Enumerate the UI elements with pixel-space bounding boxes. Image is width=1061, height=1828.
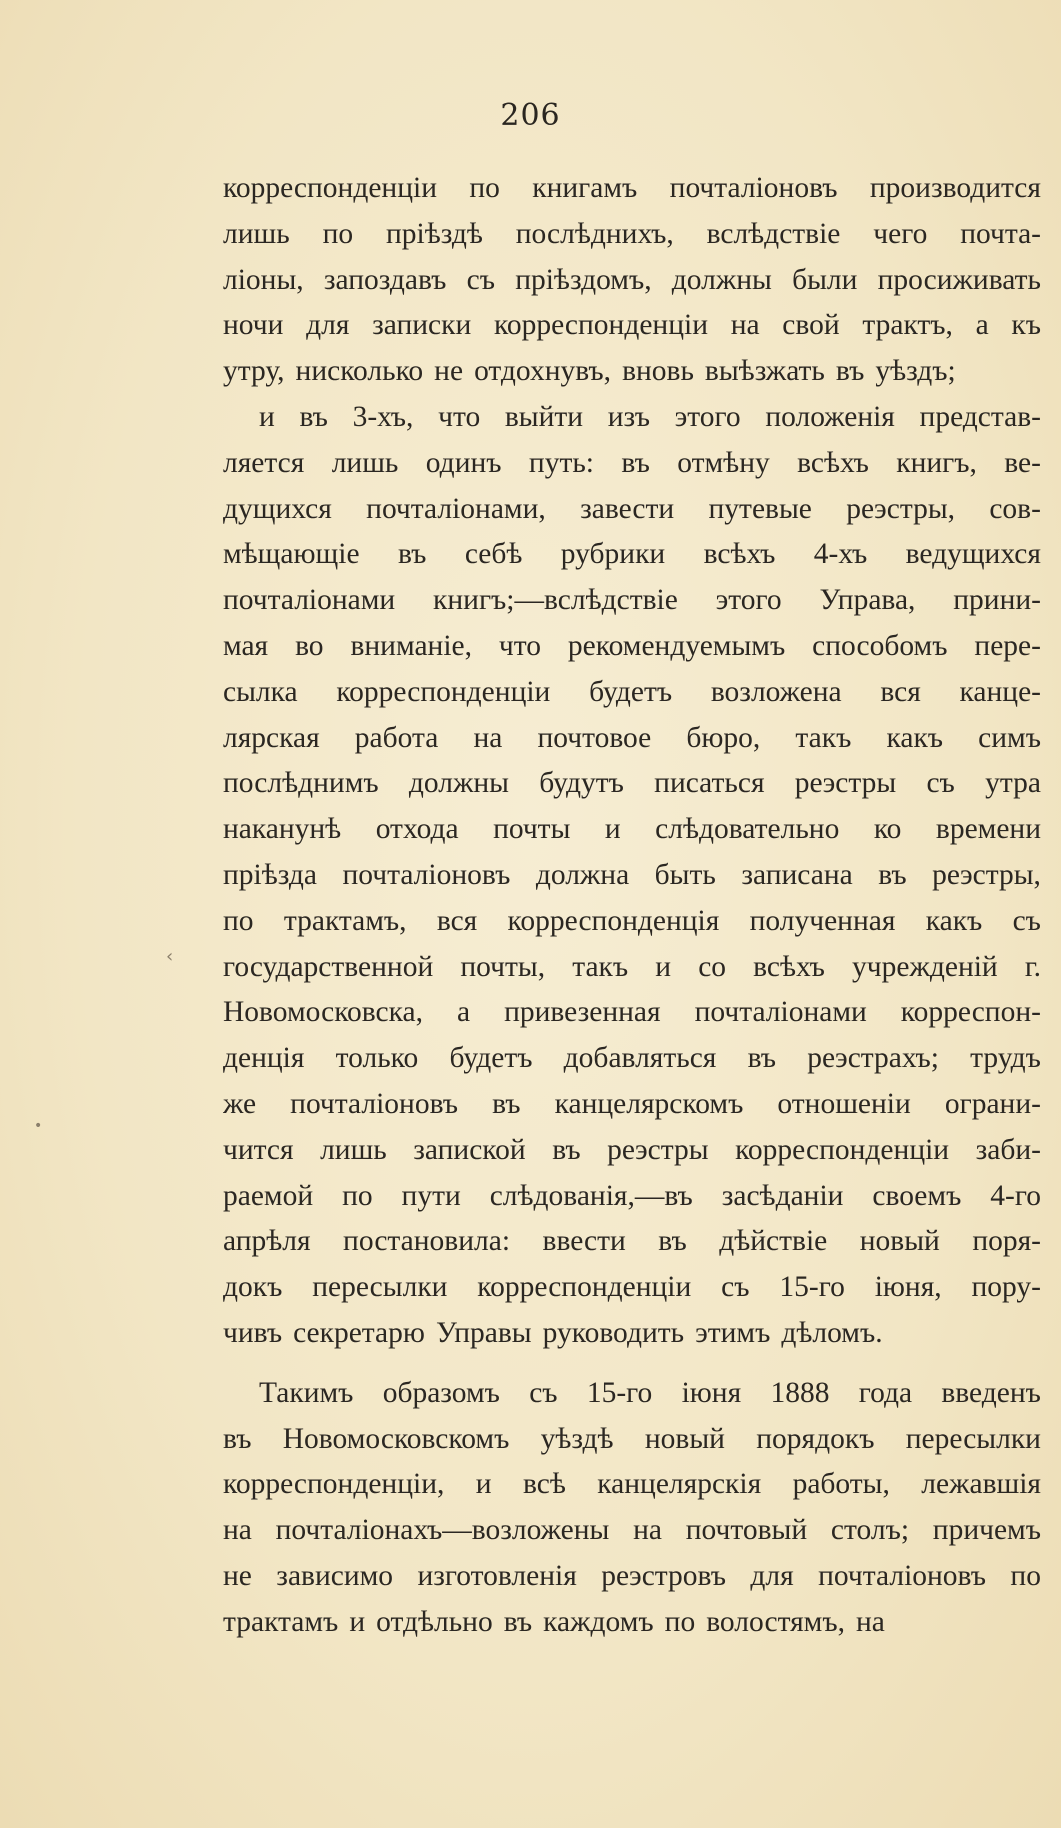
text-line: чится лишь запиской въ реэстры корреспонденціи заби- (223, 1133, 1041, 1166)
text-line: и въ 3-хъ, что выйти изъ этого положенія представ- (259, 400, 1041, 433)
text-line: денція только будетъ добавляться въ реэстрахъ; трудъ (223, 1042, 1041, 1075)
text-line: на почталіонахъ—возложены на почтовый столъ; причемъ (223, 1514, 1041, 1547)
text-line: пріѣзда почталіоновъ должна быть записана въ реэстры, (223, 858, 1041, 891)
text-line: ліоны, запоздавъ съ пріѣздомъ, должны были просиживать (223, 263, 1041, 296)
text-line: по трактамъ, вся корреспонденція полученная какъ съ (223, 904, 1041, 937)
text-line: въ Новомосковскомъ уѣздѣ новый порядокъ пересылки (223, 1422, 1041, 1455)
text-line: лишь по пріѣздѣ послѣднихъ, вслѣдствіе чего почта- (223, 217, 1041, 250)
text-line: чивъ секретарю Управы руководить этимъ дѣломъ. (223, 1316, 883, 1349)
page-number: 206 (500, 98, 561, 133)
body-text (223, 166, 1041, 1646)
text-line: мая во вниманіе, что рекомендуемымъ способомъ пере- (223, 629, 1041, 662)
paragraph (223, 166, 1041, 395)
paragraph-gap (223, 1357, 1041, 1371)
text-line: сылка корреспонденціи будетъ возложена вся канце- (223, 675, 1041, 708)
text-line: Новомосковска, а привезенная почталіонами корреспон- (223, 996, 1041, 1029)
text-line: ночи для записки корреспонденціи на свой трактъ, а къ (223, 309, 1041, 342)
text-line: утру, нисколько не отдохнувъ, вновь выѣзжать въ уѣздъ; (223, 355, 956, 388)
text-line: апрѣля постановила: ввести въ дѣйствіе новый поря- (223, 1225, 1041, 1258)
text-line: корреспонденціи по книгамъ почталіоновъ производится (223, 172, 1041, 204)
text-line: ляется лишь одинъ путь: въ отмѣну всѣхъ книгъ, ве- (223, 446, 1041, 479)
text-line: мѣщающіе въ себѣ рубрики всѣхъ 4-хъ ведущихся (223, 538, 1041, 571)
text-line: трактамъ и отдѣльно въ каждомъ по волостямъ, на (223, 1605, 885, 1638)
text-line: почталіонами книгъ;—вслѣдствіе этого Управа, прини- (223, 584, 1041, 617)
margin-dot-mark: • (34, 1118, 43, 1134)
paragraph (223, 1371, 1041, 1646)
text-line: корреспонденціи, и всѣ канцелярскія работы, лежавшія (223, 1468, 1041, 1501)
text-line: раемой по пути слѣдованія,—въ засѣданіи своемъ 4-го (223, 1179, 1041, 1212)
text-line: дущихся почталіонами, завести путевые реэстры, сов- (223, 492, 1041, 525)
text-line: государственной почты, такъ и со всѣхъ учрежденій г. (223, 950, 1041, 983)
text-line: не зависимо изготовленія реэстровъ для почталіоновъ по (223, 1559, 1041, 1592)
text-line: докъ пересылки корреспонденціи съ 15-го іюня, пору- (223, 1271, 1041, 1304)
text-line: послѣднимъ должны будутъ писаться реэстры съ утра (223, 767, 1041, 800)
text-line: лярская работа на почтовое бюро, такъ какъ симъ (223, 721, 1041, 754)
text-line: Такимъ образомъ съ 15-го іюня 1888 года введенъ (259, 1376, 1041, 1409)
margin-tick-mark: ‹ (166, 946, 174, 967)
paragraph (223, 395, 1041, 1357)
text-line: же почталіоновъ въ канцелярскомъ отношеніи ограни- (223, 1087, 1041, 1120)
text-line: наканунѣ отхода почты и слѣдовательно ко времени (223, 813, 1041, 846)
